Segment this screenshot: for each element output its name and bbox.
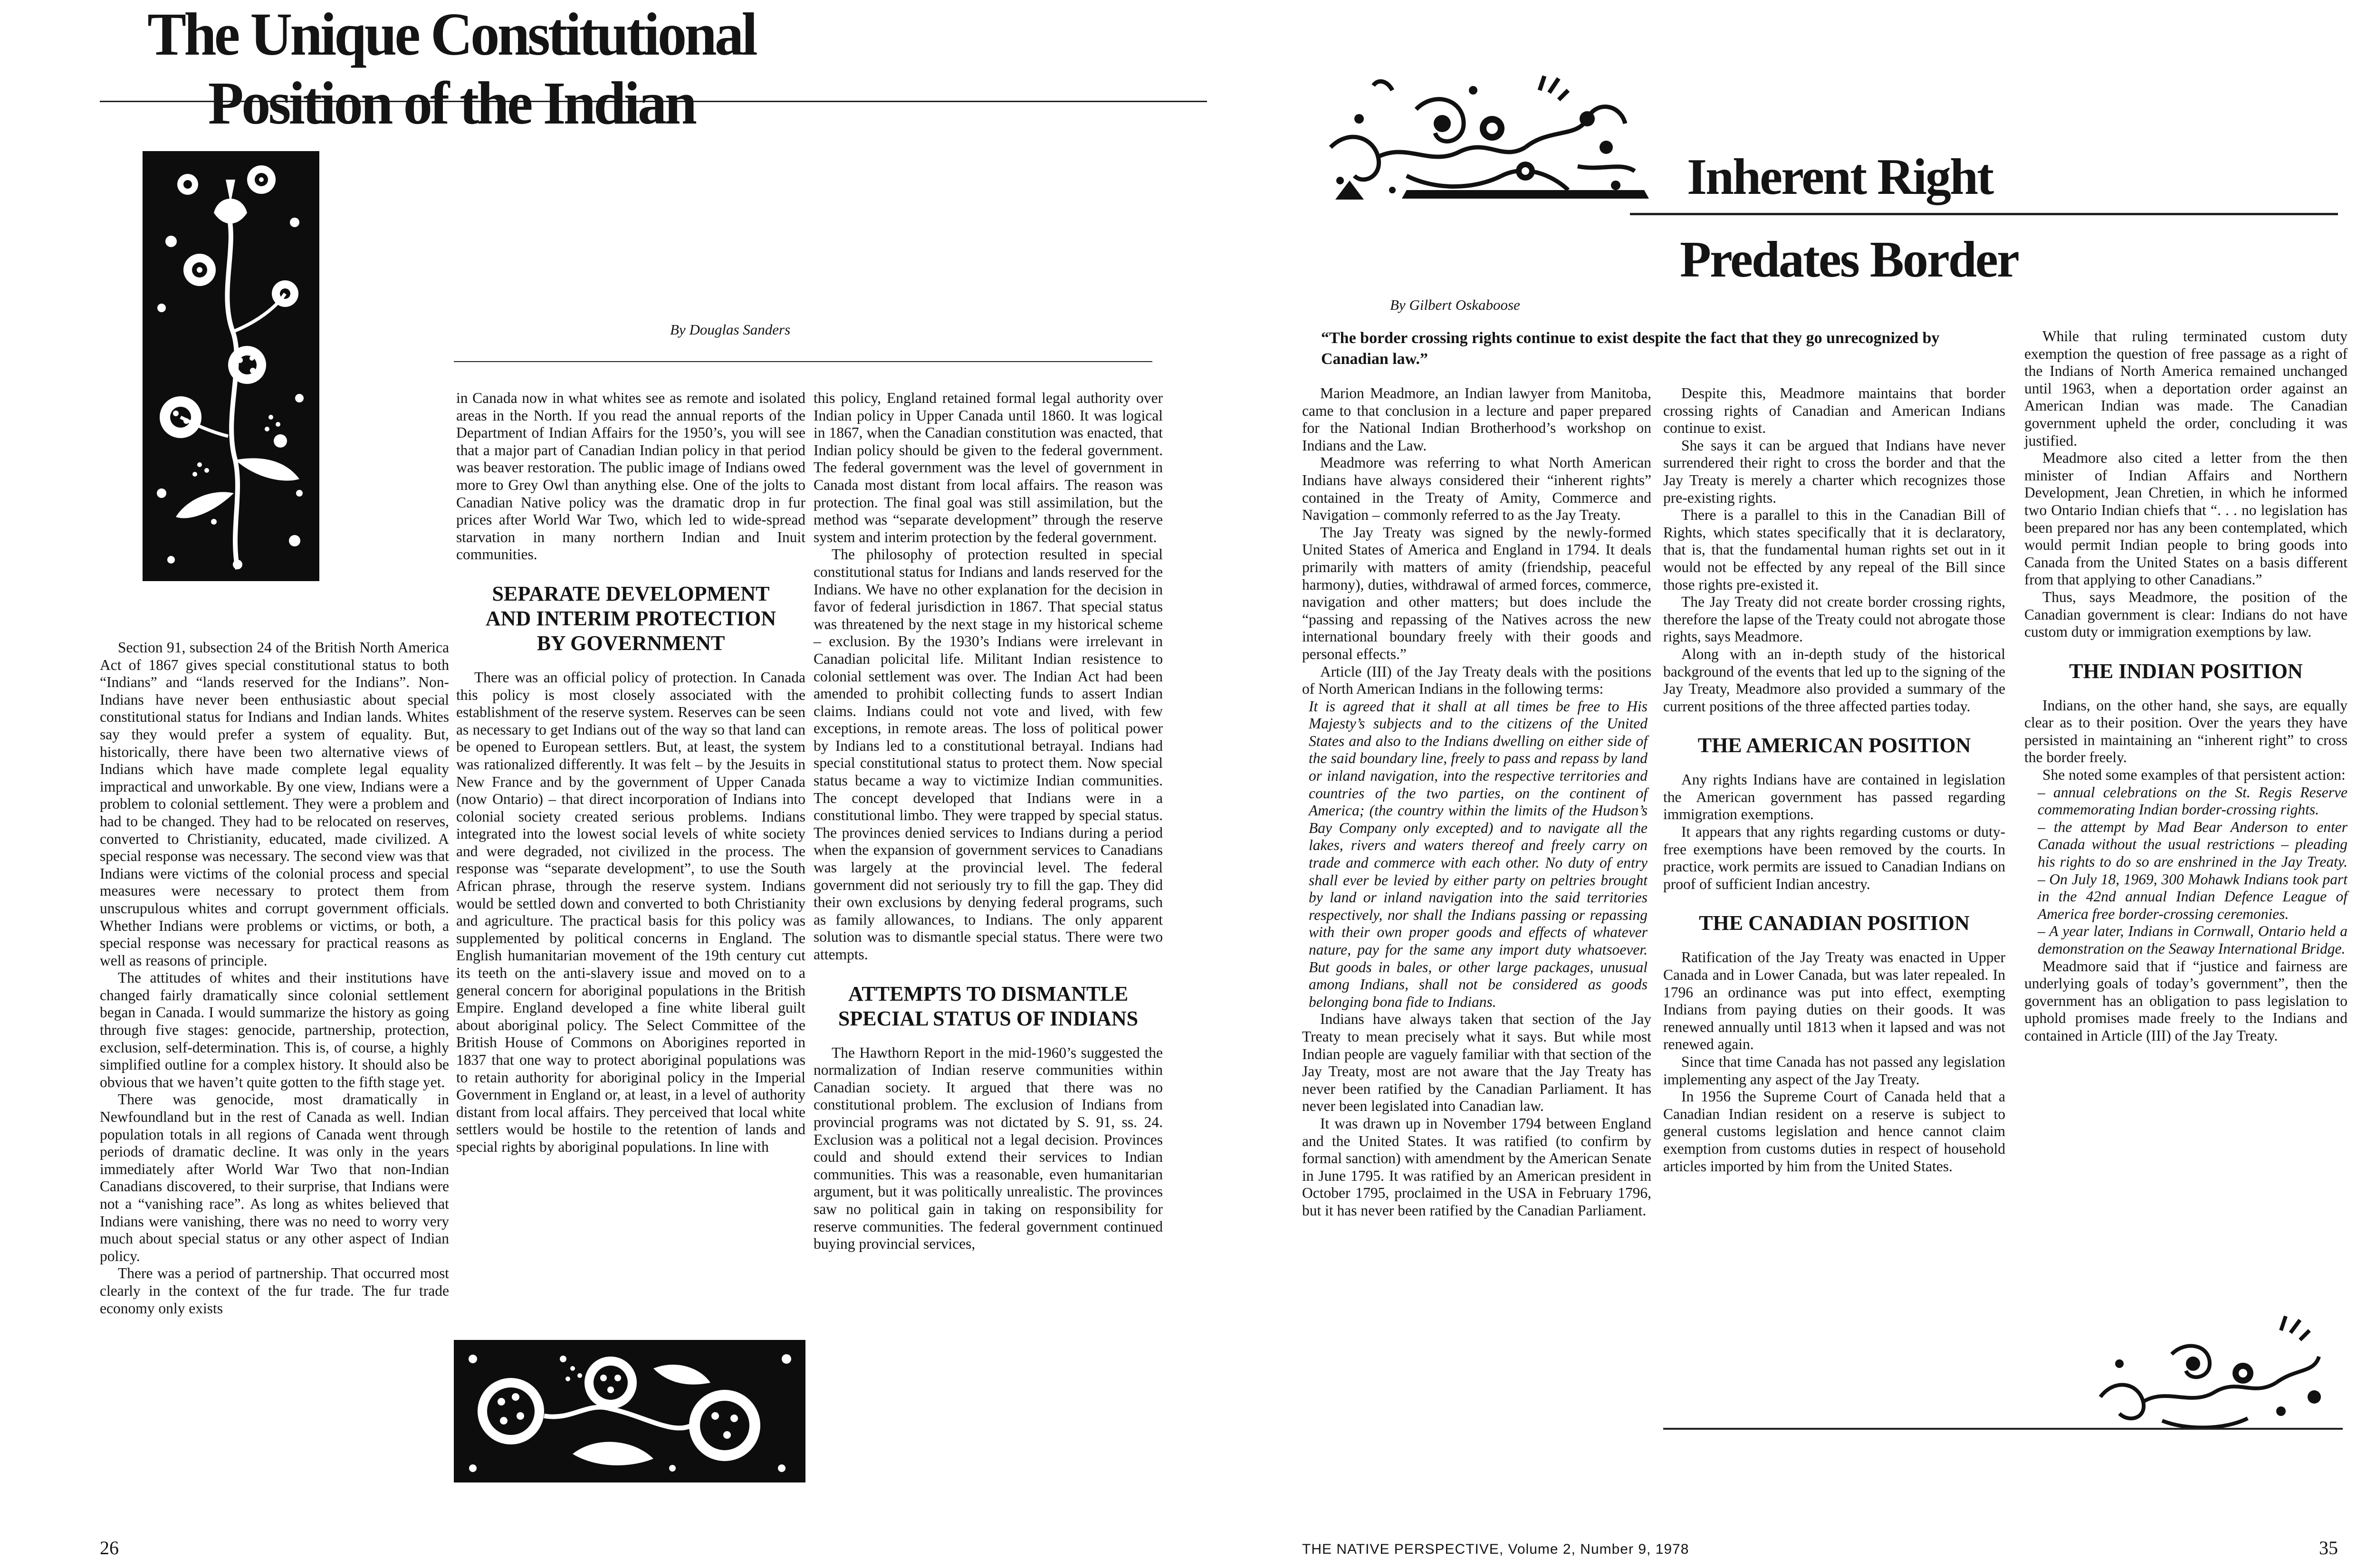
paragraph: Since that time Canada has not passed any legislation implementing any aspect of the Jay Treaty.	[1663, 1053, 2005, 1088]
article-title-right-line2: Predates Border	[1680, 231, 2018, 288]
paragraph: Meadmore was referring to what North American Indians have always considered their “inherent rights” contained in the Treaty of Amity, Commerce and Navigation – commonly referred to as the Jay Treaty.	[1302, 454, 1651, 524]
paragraph: Marion Meadmore, an Indian lawyer from Manitoba, came to that conclusion in a lecture and paper prepared for the National Indian Brotherhood’s workshop on Indians and the Law.	[1302, 385, 1651, 454]
page-number-right: 35	[2319, 1537, 2338, 1558]
paragraph: Article (III) of the Jay Treaty deals with the positions of North American Indians in the following terms:	[1302, 663, 1651, 698]
paragraph: Despite this, Meadmore maintains that border crossing rights of Canadian and American Indians continue to exist.	[1663, 385, 2005, 437]
paragraph: There was genocide, most dramatically in Newfoundland but in the rest of Canada as well. Indian population totals in all regions of Canada went through periods of dramatic decline. It was only in the years immediately after World War Two that non-Indian Canadians discovered, to their surprise, that Indians were not a “vanishing race”. As long as whites believed that Indians were vanishing, there was no need to worry very much about special status or any other aspect of Indian policy.	[100, 1091, 449, 1264]
section-subhead: ATTEMPTS TO DISMANTLE SPECIAL STATUS OF INDIANS	[838, 982, 1139, 1030]
section-subhead: SEPARATE DEVELOPMENT AND INTERIM PROTECTION BY GOVERNMENT	[485, 582, 776, 655]
paragraph: Section 91, subsection 24 of the British North America Act of 1867 gives special constitutional status to both “Indians” and “lands reserved for the Indians”. Non-Indians have never been enthusiastic about special constitutional status for Indians and Indian lands. Whites say they would prefer a system of equality. But, historically, there have been two alternative views of Indians which have made complete legal equality impractical and unworkable. By one view, Indians were a problem to colonial settlement. They were a problem and had to be changed. They had to be relocated on reserves, converted to Christianity, educated, made civilized. A special response was necessary. The second view was that Indians were victims of the colonial process and special measures were necessary to protect them from unscrupulous whites and corrupt government officials. Whether Indians were problems or victims, or both, a special response was necessary for practical reasons as well as reasons of principle.	[100, 639, 449, 969]
pull-quote: “The border crossing rights continue to exist despite the fact that they go unrecognized by Canadian law.”	[1321, 329, 1940, 368]
swirl-ornament-bottom	[2091, 1311, 2338, 1435]
paragraph: There was a period of partnership. That occurred most clearly in the context of the fur trade. The fur trade economy only exists	[100, 1265, 449, 1317]
left-column-3	[814, 390, 1163, 1253]
page-number-left: 26	[100, 1537, 119, 1558]
byline-rule-left	[454, 361, 1152, 362]
paragraph: Indians, on the other hand, she says, are equally clear as to their position. Over the years they have persisted in maintaining an “inherent right” to cross the border freely.	[2024, 697, 2347, 766]
byline-left: By Douglas Sanders	[670, 321, 791, 338]
paragraph: She noted some examples of that persistent action:	[2042, 766, 2346, 784]
article-title-right-line1: Inherent Right	[1687, 149, 1993, 205]
section-subhead: THE CANADIAN POSITION	[1699, 911, 1970, 935]
right-column-1	[1302, 385, 1651, 1220]
paragraph: Meadmore said that if “justice and fairness are underlying goals of today’s government”, then the government has an obligation to pass legislation to uphold promises made freely to the Indians and contained in Article (III) of the Jay Treaty.	[2024, 957, 2347, 1044]
paragraph: Indians have always taken that section of the Jay Treaty to mean precisely what it says. But while most Indian people are vaguely familiar with that section of the Jay Treaty, most are not aware that the Jay Treaty has never been ratified by the Canadian Parliament. It has never been legislated into Canadian law.	[1302, 1011, 1651, 1115]
paragraph: The attitudes of whites and their institutions have changed fairly dramatically since colonial settlement began in Canada. I would summarize the history as going through five stages: genocide, partnership, protection, exclusion, self-determination. This is, of course, a highly simplified outline for a complex history. It should also be obvious that we haven’t quite gotten to the fifth stage yet.	[100, 969, 449, 1090]
floral-woodcut-bottom-illustration	[454, 1340, 805, 1482]
magazine-footer: THE NATIVE PERSPECTIVE, Volume 2, Number 9, 1978	[1302, 1541, 1689, 1557]
section-subhead: THE AMERICAN POSITION	[1697, 734, 1971, 757]
paragraph: The philosophy of protection resulted in special constitutional status for Indians and lands reserved for the Indians. We have no other explanation for the decision in favor of federal jurisdiction in 1867. That special status was threatened by the next stage in my historical scheme – exclusion. By the 1930’s Indians were irrelevant in Canadian policital life. Militant Indian resistence to colonial settlement was over. The Indian Act had been amended to prohibit collecting funds to assert Indian claims. Indians could not vote and lived, with few exceptions, in remote areas. The loss of political power by Indians led to a constitutional betrayal. Indians had special constitutional status to protect them. Now special status became a way to victimize Indian communities. The concept developed that Indians were in a constitutional limbo. They were trapped by special status. The provinces denied services to Indians during a period when the expansion of government services to Canadians was largely at the provincial level. The federal government did not seriously try to fill the gap. They did their own exclusions by denying federal programs, such as family allowances, to Indians. The only apparent solution was to dismantle special status. There were two attempts.	[814, 546, 1163, 963]
paragraph: There is a parallel to this in the Canadian Bill of Rights, which states specifically that it is declaratory, that is, that the fundamental human rights set out in it would not be effected by any repeal of the Bill since those rights pre-existed it.	[1663, 507, 2005, 593]
paragraph: this policy, England retained formal legal authority over Indian policy in Upper Canada until 1860. It was logical in 1867, when the Canadian constitution was enacted, that Indian policy should be given to the federal government. The federal government was the level of government in Canada most distant from local affairs. The reason was protection. The final goal was still assimilation, but the method was “separate development” through the reserve system and interim protection by the federal government.	[814, 390, 1163, 545]
paragraph: in Canada now in what whites see as remote and isolated areas in the North. If you read the annual reports of the Department of Indian Affairs for the 1950’s, you will see that a major part of Canadian Indian policy in that period was beaver restoration. The public image of Indians owed more to Grey Owl than anything else. One of the jolts to Canadian Native policy was the dramatic drop in fur prices after World War Two, which led to wide-spread starvation in many northern Indian and Inuit communities.	[456, 390, 805, 563]
section-subhead: THE INDIAN POSITION	[2069, 659, 2303, 683]
list-item: – A year later, Indians in Cornwall, Ontario held a demonstration on the Seaway International Bridge.	[2038, 923, 2347, 957]
paragraph: The Jay Treaty did not create border crossing rights, therefore the lapse of the Treaty could not abrogate those rights, says Meadmore.	[1663, 593, 2005, 645]
list-item: – annual celebrations on the St. Regis Reserve commemorating Indian border-crossing rights.	[2038, 784, 2347, 818]
right-column-2	[1663, 385, 2005, 1175]
paragraph: Meadmore also cited a letter from the then minister of Indian Affairs and Northern Development, Jean Chretien, in which he informed two Ontario Indian chiefs that “. . . no legislation has been prepared nor has any been contemplated, which would permit Indian people to bring goods into Canada from the United States on a basis different from that applying to other Canadians.”	[2024, 449, 2347, 588]
right-column-3	[2024, 328, 2347, 1045]
article-title-left-line1: The Unique Constitutional	[147, 0, 756, 68]
left-column-2	[456, 390, 805, 1156]
paragraph: It was drawn up in November 1794 between England and the United States. It was ratified (to confirm by formal sanction) with amendment by the American Senate in June 1795. It was ratified by an American president in October 1795, proclaimed in the USA in February 1796, but it has never been ratified by the Canadian Parliament.	[1302, 1115, 1651, 1219]
paragraph: The Hawthorn Report in the mid-1960’s suggested the normalization of Indian reserve communities within Canadian society. It argued that there was no constitutional problem. The exclusion of Indians from provincial programs was not dictated by S. 91, ss. 24. Exclusion was a political not a legal decision. Provinces could and should extend their services to Indian communities. This was a reasonable, even humanitarian argument, but it was politically unrealistic. The provinces saw no political gain in taking on responsibility for reserve communities. The federal government continued buying provincial services,	[814, 1044, 1163, 1252]
byline-right: By Gilbert Oskaboose	[1390, 296, 1520, 313]
paragraph: Ratification of the Jay Treaty was enacted in Upper Canada and in Lower Canada, but was later repealed. In 1796 an ordinance was put into effect, exempting Indians from paying duties on their goods. It was renewed annually until 1813 when it lapsed and was not renewed again.	[1663, 949, 2005, 1053]
paragraph: While that ruling terminated custom duty exemption the question of free passage as a right of the Indians of North America remained unchanged until 1963, when a deportation order against an American Indian was made. The Canadian government upheld the order, concluding it was justified.	[2024, 328, 2347, 449]
treaty-quote: It is agreed that it shall at all times be free to His Majesty’s subjects and to the citizens of the United States and also to the Indians dwelling on either side of the said boundary line, freely to pass and repass by land or inland navigation, into the respective territories and countries of the two parties, on the continent of America; (the country within the limits of the Hudson’s Bay Company only excepted) and to navigate all the lakes, rivers and waters thereof and freely carry on trade and commerce with each other. No duty of entry shall ever be levied by either party on peltries brought by land or inland navigation into the said territories respectively, nor shall the Indians passing or repassing with their own proper goods and effects of whatever nature, pay for the same any import duty whatsoever. But goods in bales, or other large packages, unusual among Indians, shall not be considered as goods belonging bona fide to Indians.	[1309, 698, 1648, 1010]
article-title-left-line2: Position of the Indian	[208, 69, 695, 137]
left-column-1	[100, 639, 449, 1317]
paragraph: She says it can be argued that Indians have never surrendered their right to cross the border and that the Jay Treaty is merely a charter which recognizes those pre-existing rights.	[1663, 437, 2005, 506]
paragraph: Thus, says Meadmore, the position of the Canadian government is clear: Indians do not have custom duty or immigration exemptions by law.	[2024, 588, 2347, 641]
paragraph: The Jay Treaty was signed by the newly-formed United States of America and England in 1794. It deals primarily with matters of amity (friendship, peaceful harmony), duties, withdrawal of armed forces, commerce, navigation and other matters; but does include the “passing and repassing of the Natives across the new international boundary freely with their goods and personal effects.”	[1302, 524, 1651, 662]
paragraph: There was an official policy of protection. In Canada this policy is most closely associated with the establishment of the reserve system. Reserves can be seen as necessary to get Indians out of the way so that land can be opened to European settlers. But, at least, the system was rationalized differently. It was felt – by the Jesuits in New France and by the government of Upper Canada (now Ontario) – that direct incorporation of Indians into colonial society created serious problems. Indians integrated into the lowest social levels of white society and were degraded, not civilized in the process. The response was “separate development”, to use the South African phrase, through the reserve system. Indians would be settled down and converted to both Christianity and agriculture. The practical basis for this policy was supplemented by political concerns in England. The English humanitarian movement of the 19th century cut its teeth on the anti-slavery issue and moved on to a general concern for aboriginal populations in the British Empire. England developed a fine white liberal guilt about aboriginal policy. The Select Committee of the British House of Commons on Aborigines reported in 1837 that one way to protect aboriginal populations was to retain authority for aboriginal policy in the Imperial Government in England or, at least, in a level of authority distant from local affairs. They perceived that local white settlers would be hostile to the retention of lands and special rights by aboriginal populations. In line with	[456, 669, 805, 1155]
bottom-rule-right	[1663, 1428, 2343, 1430]
list-item: – the attempt by Mad Bear Anderson to enter Canada without the usual restrictions – pleading his rights to do so are enshrined in the Jay Treaty. – On July 18, 1969, 300 Mohawk Indians took part in the 42nd annual Indian Defence League of America free border-crossing ceremonies.	[2038, 818, 2347, 922]
article-title-left	[18, 0, 885, 138]
swirl-ornament-top	[1321, 71, 1649, 214]
paragraph: Any rights Indians have are contained in legislation the American government has passed regarding immigration exemptions.	[1663, 771, 2005, 823]
top-rule-right	[1630, 213, 2338, 215]
paragraph: In 1956 the Supreme Court of Canada held that a Canadian Indian resident on a reserve is subject to general customs legislation and hence cannot claim exemption from customs duties in respect of household articles imported by him from the United States.	[1663, 1088, 2005, 1175]
paragraph: It appears that any rights regarding customs or duty-free exemptions have been removed by the courts. In practice, work permits are issued to Canadian Indians on proof of sufficient Indian ancestry.	[1663, 823, 2005, 892]
floral-woodcut-illustration	[143, 151, 319, 581]
paragraph: Along with an in-depth study of the historical background of the events that led up to the signing of the Jay Treaty, Meadmore also provided a summary of the current positions of the three affected parties today.	[1663, 645, 2005, 715]
